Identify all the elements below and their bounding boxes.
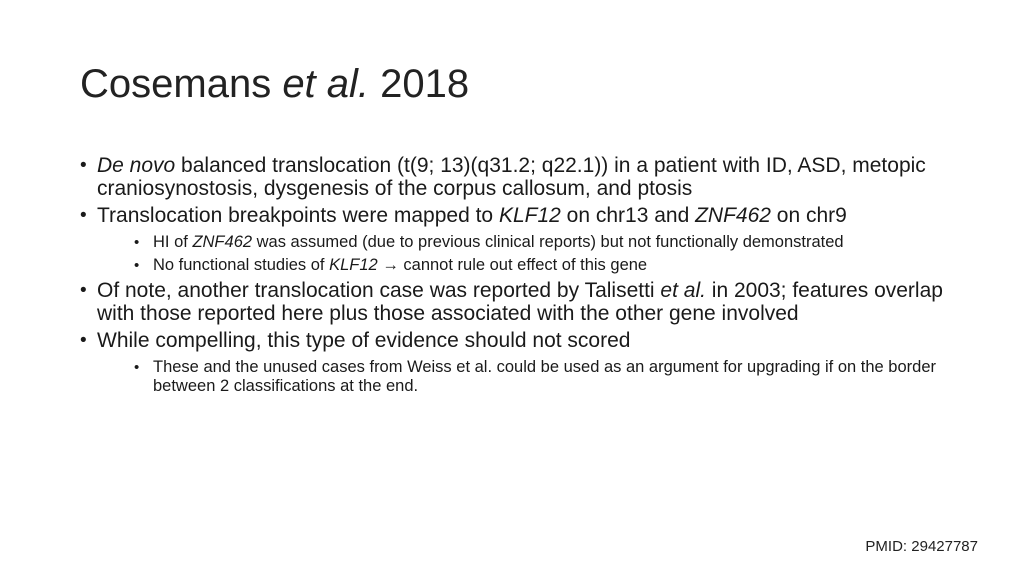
bullet-item — [80, 279, 960, 325]
text-run: on chr13 and — [560, 204, 696, 227]
title-name: Cosemans — [80, 62, 283, 106]
italic-text: ZNF462 — [192, 233, 253, 251]
text-run: These and the unused cases from Weiss et al. could be used as an argument for upgrading if on the border between 2 classifications at the end. — [153, 358, 937, 395]
bullet-dot-icon: • — [80, 155, 87, 176]
sub-bullet-text — [153, 256, 647, 274]
text-run: HI of — [153, 233, 193, 251]
italic-text: ZNF462 — [695, 204, 771, 227]
bullet-text — [97, 204, 847, 227]
italic-text: et al. — [660, 279, 706, 302]
text-run: No functional studies of — [153, 256, 330, 274]
bullet-dot-icon: • — [80, 205, 87, 226]
bullet-dot-icon: • — [134, 257, 140, 274]
sub-bullet-list — [97, 233, 960, 275]
sub-bullet-item — [97, 256, 960, 275]
text-run: Of note, another translocation case was reported by Talisetti — [97, 279, 661, 302]
sub-bullet-text — [153, 358, 936, 395]
text-run: Translocation breakpoints were mapped to — [97, 204, 499, 227]
bullet-item — [80, 204, 960, 275]
bullet-dot-icon: • — [80, 330, 87, 351]
text-run: While compelling, this type of evidence should not scored — [97, 329, 631, 352]
bullet-dot-icon: • — [80, 280, 87, 301]
bullet-dot-icon: • — [134, 234, 140, 251]
sub-bullet-list — [97, 358, 960, 396]
title-italic: et al. — [282, 62, 370, 106]
bullet-item — [80, 329, 960, 396]
sub-bullet-item — [97, 233, 960, 252]
italic-text: De novo — [97, 154, 176, 177]
slide-body — [80, 154, 960, 400]
text-run: → cannot rule out effect of this gene — [377, 256, 648, 274]
text-run: on chr9 — [770, 204, 847, 227]
title-year: 2018 — [369, 62, 470, 106]
italic-text: KLF12 — [498, 204, 561, 227]
text-run: balanced translocation (t(9; 13)(q31.2; q22.1)) in a patient with ID, ASD, metopic craniosynostosis, dysgenesis of the corpus callosum, and ptosis — [97, 154, 926, 200]
bullet-text — [97, 154, 926, 200]
bullet-item — [80, 154, 960, 200]
slide-title — [80, 58, 469, 110]
pmid-footer: PMID: 29427787 — [865, 538, 978, 555]
bullet-list — [80, 154, 960, 396]
bullet-text — [97, 329, 630, 352]
sub-bullet-item — [97, 358, 960, 396]
bullet-dot-icon: • — [134, 359, 140, 376]
text-run: was assumed (due to previous clinical reports) but not functionally demonstrated — [252, 233, 844, 251]
italic-text: KLF12 — [329, 256, 378, 274]
bullet-text — [97, 279, 943, 325]
sub-bullet-text — [153, 233, 844, 251]
text-run: in 2003; features overlap with those reported here plus those associated with the other gene involved — [97, 279, 943, 325]
